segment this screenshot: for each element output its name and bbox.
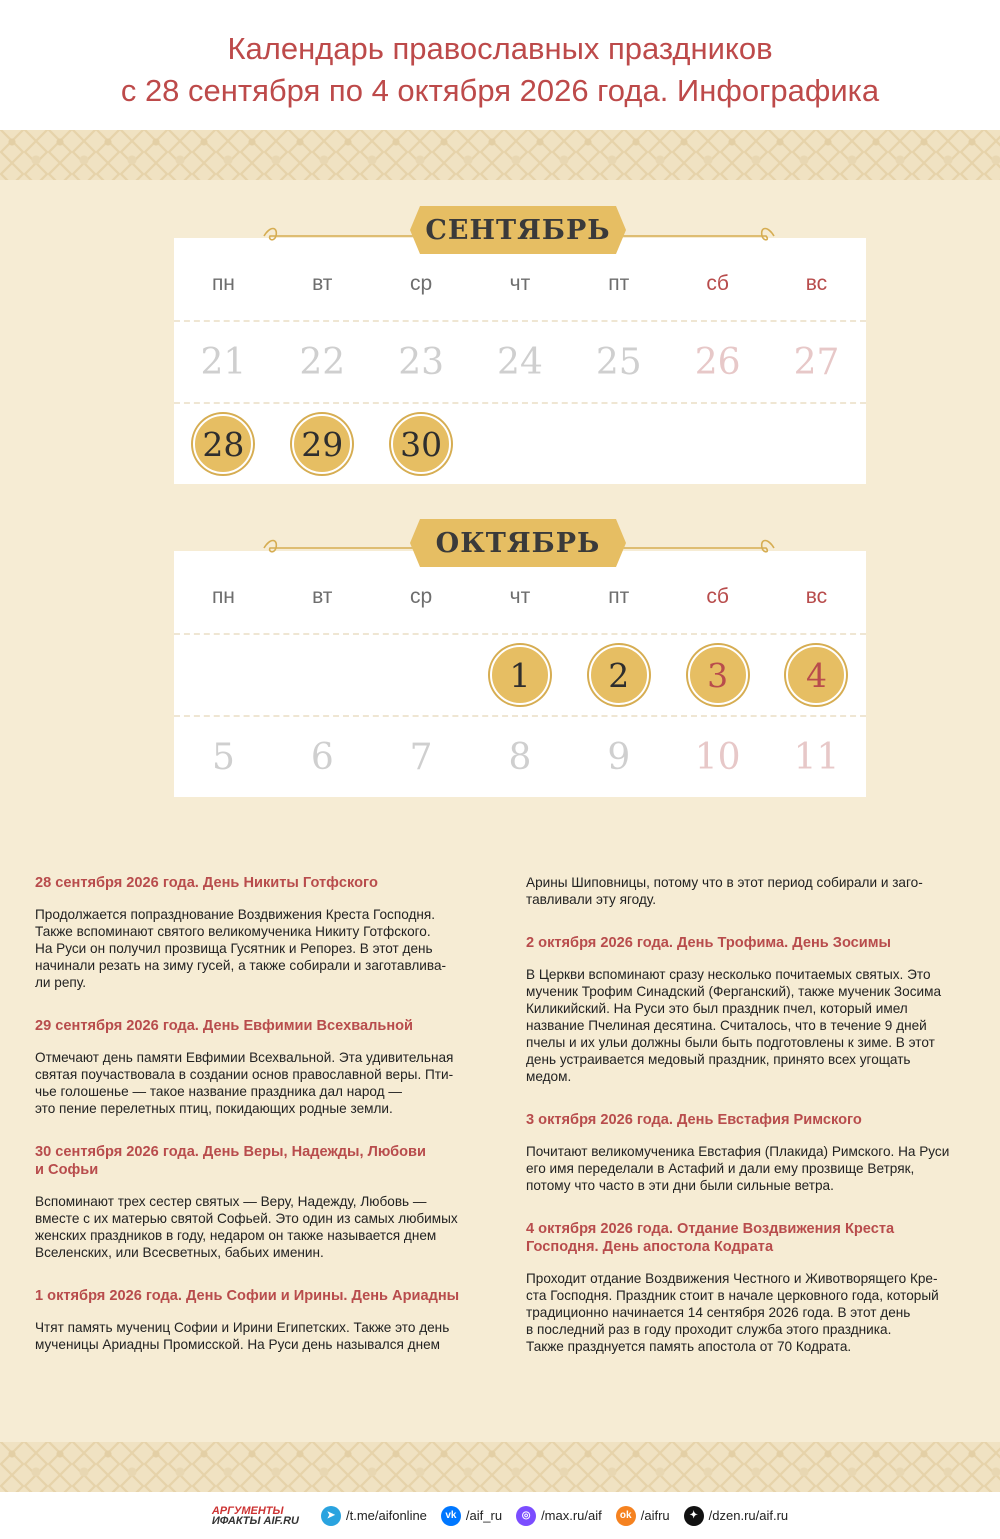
event-title: 30 сентября 2026 года. День Веры, Надежды, Любови и Софьи <box>35 1144 427 1178</box>
event-item <box>526 1220 966 1355</box>
max-icon: ◎ <box>516 1506 536 1526</box>
weekday-text: чт <box>509 272 531 295</box>
day-cell <box>273 635 372 715</box>
event-body-continuation: Арины Шиповницы, потому что в этот период собирали и заго- тавливали эту ягоду. <box>526 875 923 907</box>
day-cell <box>174 322 273 402</box>
weekday-text: вт <box>312 272 333 295</box>
weekday-label <box>174 238 273 320</box>
day-cell <box>767 717 866 797</box>
highlighted-day: 29 <box>292 414 352 474</box>
social-link-text: /t.me/aifonline <box>345 1508 427 1523</box>
ornament-curl-left <box>262 538 422 558</box>
day-cell <box>174 404 273 484</box>
odnoklassniki-icon: ok <box>616 1506 636 1526</box>
day-number: 21 <box>200 341 247 383</box>
day-number: 7 <box>409 736 433 778</box>
event-item <box>35 1287 475 1353</box>
weekday-text: сб <box>706 585 729 608</box>
month-label-september: СЕНТЯБРЬ <box>420 206 616 254</box>
logo-line-2: ИФАКТЫ AIF.RU <box>211 1514 299 1527</box>
calendar-week <box>174 320 866 402</box>
footer <box>0 1492 1000 1539</box>
event-title: 2 октября 2026 года. День Трофима. День Зосимы <box>526 935 892 951</box>
social-link-text: /dzen.ru/aif.ru <box>708 1508 789 1523</box>
weekday-label <box>174 551 273 633</box>
day-cell <box>471 404 570 484</box>
event-body: Продолжается попразднование Воздвижения Креста Господня. Также вспоминают святого великомученика Никиту Готфского. На Руси он получил прозвища Гусятник и Репорез. В этот день начинали резать на зиму гусей, а также собирали и заготавлива- ли репу. <box>35 907 447 990</box>
header <box>0 0 1000 130</box>
day-number: 25 <box>595 341 642 383</box>
day-cell <box>372 635 471 715</box>
weekday-text: вт <box>312 585 333 608</box>
social-link-text: /aif_ru <box>465 1508 503 1523</box>
day-number: 26 <box>694 341 741 383</box>
day-number: 10 <box>694 736 741 778</box>
day-cell <box>668 717 767 797</box>
day-cell <box>372 404 471 484</box>
weekday-text: пн <box>211 585 235 608</box>
weekday-text: ср <box>410 272 433 295</box>
calendar-week <box>174 633 866 715</box>
title-line-1: Календарь православных праздников <box>227 31 773 66</box>
weekday-text: ср <box>410 585 433 608</box>
weekday-label <box>767 551 866 633</box>
page-title <box>0 0 1000 112</box>
event-body: Почитают великомученика Евстафия (Плакида) Римского. На Руси его имя переделали в Астафий и дали ему прозвище Ветряк, потому что часто в эти дни были сильные ветра. <box>526 1144 950 1193</box>
event-body: Проходит отдание Воздвижения Честного и Животворящего Кре- ста Господня. Праздник стоит в начале церковного года, который традиционно начинается 14 сентября 2026 года. В этот день в последний раз в году проходит служба этого праздника. Также празднуется память апостола от 70 Кодрата. <box>526 1271 939 1354</box>
event-title: 3 октября 2026 года. День Евстафия Римского <box>526 1112 862 1128</box>
social-link-text: /max.ru/aif <box>541 1508 602 1523</box>
day-cell <box>372 322 471 402</box>
highlighted-day: 28 <box>193 414 253 474</box>
weekday-text: вс <box>805 585 828 608</box>
day-cell <box>471 717 570 797</box>
ornament-curl-right <box>616 538 776 558</box>
event-item <box>35 874 475 991</box>
ornament-curl-right <box>616 226 776 246</box>
day-cell <box>668 404 767 484</box>
day-cell <box>174 635 273 715</box>
social-link[interactable] <box>616 1506 670 1526</box>
day-cell <box>273 404 372 484</box>
day-number: 9 <box>607 736 631 778</box>
highlighted-day: 4 <box>786 645 846 705</box>
day-number: 6 <box>310 736 334 778</box>
highlighted-day: 2 <box>589 645 649 705</box>
ornament-border-top <box>0 130 1000 180</box>
day-cell <box>767 635 866 715</box>
day-cell <box>372 717 471 797</box>
event-body: В Церкви вспоминают сразу несколько почитаемых святых. Это мученик Трофим Синадский (Ферганский), также мученик Зосима Киликийский. На Руси это был праздник пчел, который имел название Пчелиная десятина. Считалось, что в течение 9 дней пчелы и их ульи должны были быть подготовлены к зиме. В этот день устраивается медовый праздник, принято всех угощать медом. <box>526 967 942 1084</box>
event-body: Отмечают день памяти Евфимии Всехвальной. Эта удивительная святая поучаствовала в создании основ православной веры. Пти- чье голошенье — такое название праздника дал народ — это пение перелетных птиц, покидающих родные земли. <box>35 1050 454 1116</box>
weekday-label <box>668 551 767 633</box>
weekday-label <box>273 551 372 633</box>
day-cell <box>767 322 866 402</box>
social-links <box>321 1506 788 1526</box>
events-left-column <box>35 874 475 1379</box>
day-number: 24 <box>497 341 543 383</box>
day-cell <box>569 404 668 484</box>
social-link[interactable] <box>684 1506 789 1526</box>
day-number: 5 <box>211 736 235 778</box>
event-body: Вспоминают трех сестер святых — Веру, Надежду, Любовь — вместе с их матерью святой Софьей. Это один из самых любимых женских праздников в году, недаром он также называется днем Вселенских, или Всесветных, бабьих именин. <box>35 1194 458 1260</box>
day-cell <box>471 322 570 402</box>
event-item <box>35 1017 475 1117</box>
weekday-text: вс <box>805 272 828 295</box>
weekday-text: пт <box>608 272 630 295</box>
social-link[interactable] <box>516 1506 602 1526</box>
event-title: 29 сентября 2026 года. День Евфимии Всехвальной <box>35 1018 414 1034</box>
weekday-label <box>767 238 866 320</box>
september-calendar <box>174 238 866 484</box>
event-item <box>35 1143 475 1261</box>
highlighted-day: 3 <box>688 645 748 705</box>
telegram-icon: ➤ <box>321 1506 341 1526</box>
day-cell <box>668 322 767 402</box>
event-title: 1 октября 2026 года. День Софии и Ирины. День Ариадны <box>35 1288 460 1304</box>
day-cell <box>174 717 273 797</box>
day-number: 22 <box>299 341 346 383</box>
dzen-icon: ✦ <box>684 1506 704 1526</box>
social-link[interactable] <box>441 1506 502 1526</box>
calendar-week <box>174 402 866 484</box>
highlighted-day: 1 <box>490 645 550 705</box>
weekday-text: пн <box>211 272 235 295</box>
day-number: 23 <box>398 341 445 383</box>
logo-line-1: АРГУМЕНТЫ <box>211 1504 284 1517</box>
event-item <box>526 1111 966 1194</box>
day-cell <box>273 717 372 797</box>
day-number: 27 <box>793 341 840 383</box>
weekday-text: сб <box>706 272 729 295</box>
event-body: Чтят память мучениц Софии и Ирини Египетских. Также это день мученицы Ариадны Промисской. На Руси день назывался днем <box>35 1320 450 1352</box>
weekday-text: чт <box>509 585 531 608</box>
day-cell <box>273 322 372 402</box>
weekday-label <box>668 238 767 320</box>
day-cell <box>569 635 668 715</box>
day-number: 8 <box>508 736 532 778</box>
aif-logo[interactable] <box>212 1506 299 1526</box>
weekday-text: пт <box>608 585 630 608</box>
weekday-label <box>273 238 372 320</box>
october-calendar <box>174 551 866 797</box>
calendar-week <box>174 715 866 797</box>
day-number: 11 <box>793 736 840 778</box>
social-link[interactable] <box>321 1506 427 1526</box>
ornament-curl-left <box>262 226 422 246</box>
day-cell <box>471 635 570 715</box>
day-cell <box>569 322 668 402</box>
event-title: 28 сентября 2026 года. День Никиты Готфского <box>35 875 378 891</box>
event-item <box>526 934 966 1085</box>
title-line-2: с 28 сентября по 4 октября 2026 года. Инфографика <box>120 73 880 108</box>
social-link-text: /aifru <box>640 1508 670 1523</box>
ornament-border-bottom <box>0 1442 1000 1492</box>
vk-icon: vk <box>441 1506 461 1526</box>
day-cell <box>767 404 866 484</box>
event-title: 4 октября 2026 года. Отдание Воздвижения Креста Господня. День апостола Кодрата <box>526 1221 895 1255</box>
day-cell <box>569 717 668 797</box>
events-right-column <box>526 874 966 1381</box>
month-label-october: ОКТЯБРЬ <box>420 519 616 567</box>
day-cell <box>668 635 767 715</box>
highlighted-day: 30 <box>391 414 451 474</box>
